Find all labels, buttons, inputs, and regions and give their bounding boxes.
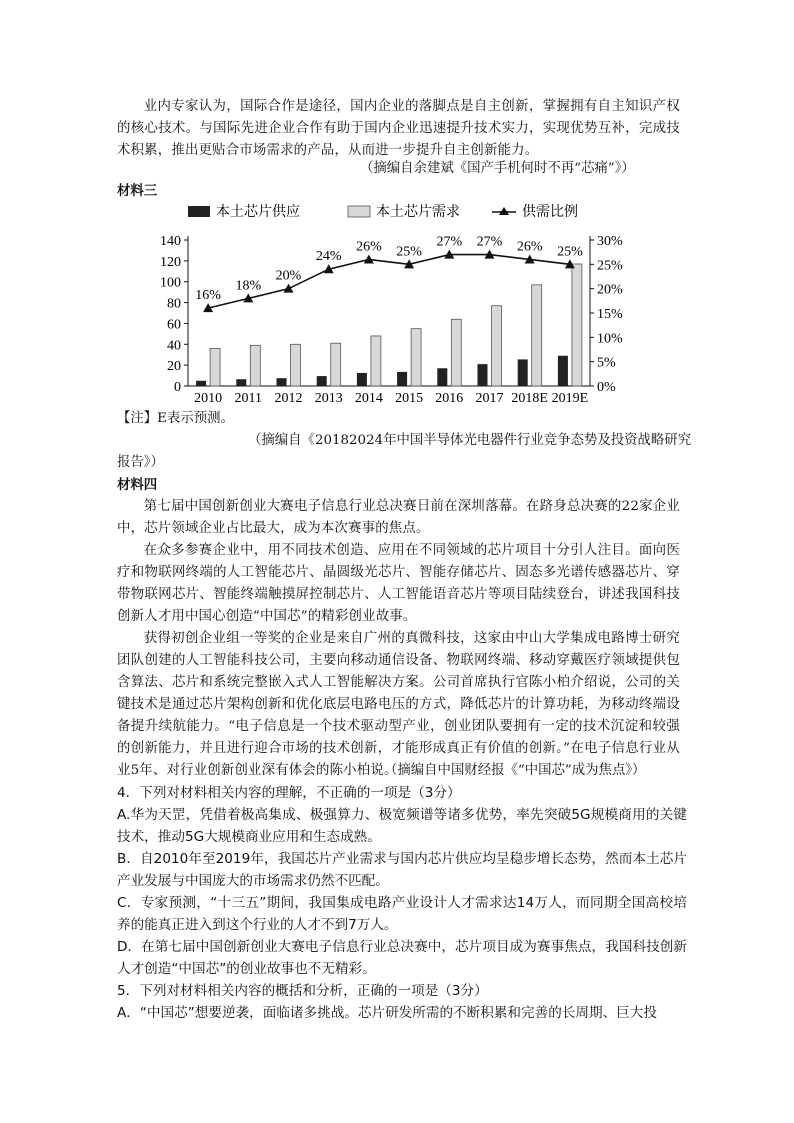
right-tick-label: 0% <box>597 380 616 395</box>
source-citation-1: （摘编自余建斌《国产手机何时不再“芯痛”》） <box>360 161 635 176</box>
ratio-data-label: 26% <box>516 239 543 255</box>
legend-label-supply: 本土芯片供应 <box>216 205 300 220</box>
legend-swatch-supply <box>188 206 210 217</box>
legend-label-demand: 本土芯片需求 <box>376 205 460 220</box>
ratio-data-label: 25% <box>557 244 583 260</box>
chart-note: 【注】E表示预测。 <box>117 411 234 426</box>
ratio-data-label: 27% <box>476 234 503 250</box>
bar-supply <box>236 379 246 386</box>
right-tick-label: 5% <box>597 355 616 371</box>
left-tick-label: 40 <box>167 338 181 354</box>
legend-swatch-demand <box>348 206 370 217</box>
ratio-data-label: 24% <box>315 249 342 265</box>
chart-line <box>195 235 583 313</box>
chart-axes <box>160 234 623 406</box>
x-tick-label: 2015 <box>395 391 424 406</box>
bar-supply <box>397 372 407 386</box>
right-tick-label: 20% <box>597 282 623 298</box>
bar-demand <box>291 344 301 386</box>
ratio-line <box>208 255 570 309</box>
question-4-option-d: D．在第七届中国创新创业大赛电子信息行业总决赛中，芯片项目成为赛事焦点，我国科技创新人才创造“中国芯”的创业故事也不无精彩。 <box>117 939 687 977</box>
x-tick-label: 2012 <box>274 391 303 406</box>
bar-supply <box>478 364 488 386</box>
material4-paragraph-3: 获得初创企业组一等奖的企业是来自广州的真微科技，这家由中山大学集成电路博士研究团队创建的人工智能科技公司，主要向移动通信设备、物联网终端、移动穿戴医疗领域提供包含算法、芯片和系统完整嵌入式人工智能解决方案。公司首席执行官陈小柏介绍说，公司的关键技术是通过芯片架构创新和优化底层电路电压的方式，降低芯片的计算功耗，为移动终端设备提升续航能力。“电子信息是一个技术驱动型产业，创业团队要拥有一定的技术沉淀和较强的创新能力，并且进行迎合市场的技术创新，才能形成真正有价值的创新。”在电子信息行业从业5年、对行业创新创业深有体会的陈小柏说。 <box>117 631 680 778</box>
ratio-data-label: 16% <box>195 288 221 304</box>
legend-marker-ratio <box>499 207 509 215</box>
left-tick-label: 80 <box>167 296 181 312</box>
right-tick-label: 10% <box>597 331 623 347</box>
question-5: 5．下列对材料相关内容的概括和分析，正确的一项是（3分） <box>117 983 488 999</box>
bar-demand <box>572 264 582 386</box>
chip-supply-demand-chart <box>140 198 623 408</box>
x-tick-label: 2010 <box>194 391 223 406</box>
left-tick-label: 20 <box>167 359 181 375</box>
ratio-marker <box>284 284 294 293</box>
ratio-data-label: 18% <box>235 278 262 294</box>
source-citation-3: （摘编自中国财经报《“中国芯”成为焦点》） <box>384 763 646 778</box>
bar-demand <box>532 285 542 386</box>
legend-label-ratio: 供需比例 <box>522 205 578 220</box>
bar-supply <box>518 359 528 386</box>
x-tick-label: 2013 <box>314 391 343 406</box>
left-tick-label: 100 <box>160 275 181 291</box>
material4-paragraph-2: 在众多参赛企业中，用不同技术创造、应用在不同领域的芯片项目十分引人注目。面向医疗和物联网终端的人工智能芯片、晶圆级光芯片、智能存储芯片、固态多光谱传感器芯片、穿带物联网芯片、智能终端触摸屏控制芯片、人工智能语音芯片等项目陆续登台，讲述我国科技创新人才用中国心创造“中国芯”的精彩创业故事。 <box>117 543 680 624</box>
bar-demand <box>210 348 220 386</box>
ratio-data-label: 25% <box>396 244 422 260</box>
question-4-option-b: B．自2010年至2019年，我国芯片产业需求与国内芯片供应均呈稳步增长态势，然而本土芯片产业发展与中国庞大的市场需求仍然不匹配。 <box>117 851 687 889</box>
x-tick-label: 2011 <box>234 391 263 406</box>
right-tick-label: 30% <box>597 234 623 249</box>
question-5-option-a: A．“中国芯”想要逆袭，面临诸多挑战。芯片研发所需的不断积累和完善的长周期、巨大投 <box>117 1005 657 1021</box>
x-tick-label: 2016 <box>435 391 464 406</box>
source-citation-2-line1: （摘编自《20182024年中国半导体光电器件行业竞争态势及投资战略研究 <box>248 433 692 448</box>
x-tick-label: 2019E <box>551 391 589 406</box>
ratio-data-label: 20% <box>275 268 302 284</box>
left-tick-label: 140 <box>160 234 181 249</box>
left-tick-label: 120 <box>160 254 181 270</box>
bar-supply <box>277 378 287 386</box>
right-tick-label: 25% <box>597 258 623 274</box>
material3-heading: 材料三 <box>117 183 158 199</box>
material4-paragraph-1: 第七届中国创新创业大赛电子信息行业总决赛日前在深圳落幕。在跻身总决赛的22家企业中，芯片领域企业占比最大，成为本次赛事的焦点。 <box>117 499 680 536</box>
paragraph-material2-end: 业内专家认为，国际合作是途径，国内企业的落脚点是自主创新，掌握拥有自主知识产权的核心技术。与国际先进企业合作有助于国内企业迅速提升技术实力，实现优势互补，完成技术积累，推出更贴合市场需求的产品，从而进一步提升自主创新能力。 <box>117 99 680 158</box>
ratio-data-label: 27% <box>436 234 463 250</box>
ratio-data-label: 26% <box>356 239 382 255</box>
bar-demand <box>451 319 461 386</box>
x-tick-label: 2018E <box>511 391 548 406</box>
question-4-option-c: C．专家预测，“十三五”期间，我国集成电路产业设计人才需求达14万人，而同期全国高校培养的能真正进入到这个行业的人才不到7万人。 <box>117 895 687 933</box>
x-tick-label: 2017 <box>475 391 504 406</box>
left-tick-label: 60 <box>167 317 181 333</box>
chart-svg <box>140 198 623 408</box>
right-tick-label: 15% <box>597 307 623 322</box>
ratio-marker <box>364 254 374 263</box>
bar-demand <box>411 329 421 386</box>
material4-heading: 材料四 <box>117 477 158 493</box>
question-4: 4．下列对材料相关内容的理解，不正确的一项是（3分） <box>117 785 461 801</box>
bar-demand <box>331 343 341 386</box>
bar-demand <box>492 306 502 386</box>
x-tick-label: 2014 <box>354 391 383 406</box>
bar-demand <box>371 336 381 386</box>
bar-supply <box>317 376 327 386</box>
bar-supply <box>196 381 206 386</box>
bar-supply <box>437 368 447 386</box>
source-citation-2-line2: 报告》） <box>117 455 164 470</box>
question-4-option-a: A.华为天罡，凭借着极高集成、极强算力、极宽频谱等诸多优势，率先突破5G规模商用的关键技术，推动5G大规模商业应用和生态成熟。 <box>117 807 687 845</box>
bar-supply <box>558 356 568 386</box>
chart-legend <box>188 203 578 220</box>
bar-supply <box>357 373 367 386</box>
bar-demand <box>250 345 260 386</box>
left-tick-label: 0 <box>174 380 181 395</box>
